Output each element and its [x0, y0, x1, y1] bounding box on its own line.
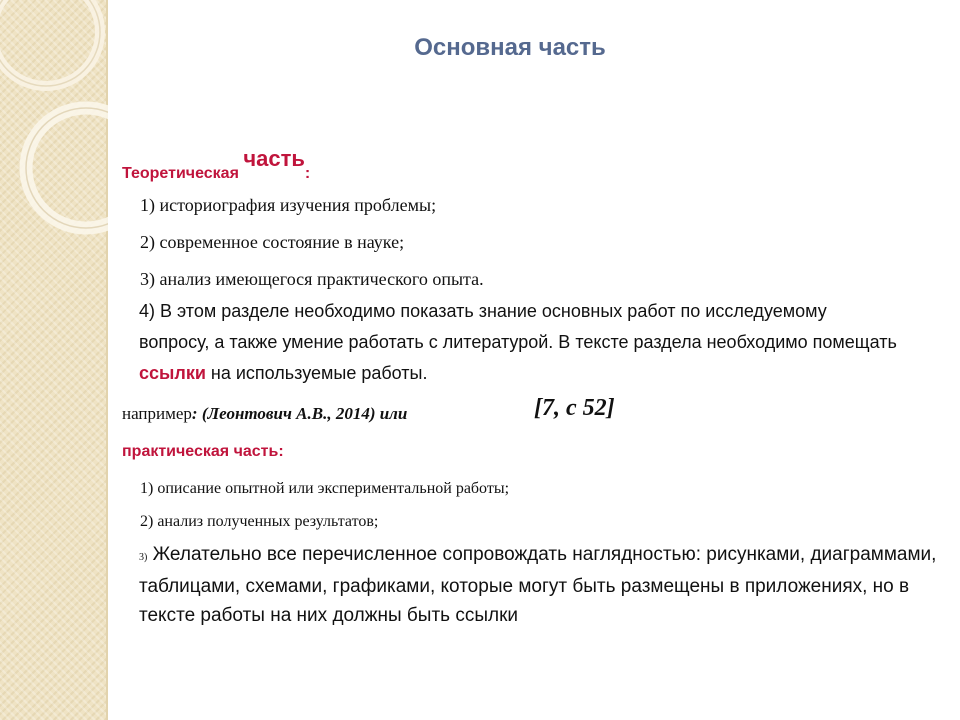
theory-heading: [122, 146, 310, 183]
practice-item-3: [139, 540, 959, 630]
theory-item-4: [139, 296, 899, 389]
theory-heading-colon: :: [304, 165, 311, 182]
theory-item-2: 2) современное состояние в науке;: [140, 232, 405, 252]
practice-item-3-number: 3): [139, 552, 148, 563]
theory-item-1: 1) историография изучения проблемы;: [140, 195, 437, 215]
example-citation: : (Леонтович А.В., 2014) или: [191, 404, 408, 423]
practice-item-2: 2) анализ полученных результатов;: [140, 513, 379, 530]
theory-heading-word1: Теоретическая: [122, 165, 239, 182]
example-line: [122, 404, 407, 424]
theory-item-4-text-end: на используемые работы.: [205, 363, 428, 383]
theory-item-3: 3) анализ имеющегося практического опыта.: [140, 269, 484, 289]
references-link-word: ссылки: [139, 363, 206, 383]
practice-item-1: 1) описание опытной или экспериментальной работы;: [140, 480, 510, 497]
practice-item-3-text: Желательно все перечисленное сопровождать наглядностью: рисунками, диаграммами, таблицами, схемами, графиками, которые могут быть размещены в приложениях, но в тексте работы на них должны быть ссылки: [139, 544, 937, 626]
practice-heading: практическая часть:: [122, 443, 284, 460]
example-ref: [7, с 52]: [534, 395, 615, 421]
example-prefix: например: [122, 404, 192, 423]
slide-title: Основная часть: [414, 34, 606, 61]
decorative-rings: [0, 0, 108, 720]
theory-heading-word2: часть: [243, 146, 305, 171]
theory-item-4-text-start: 4) В этом разделе необходимо показать знание основных работ по исследуемому вопросу, а также умение работать с литературой. В тексте раздела необходимо помещать: [139, 301, 897, 352]
